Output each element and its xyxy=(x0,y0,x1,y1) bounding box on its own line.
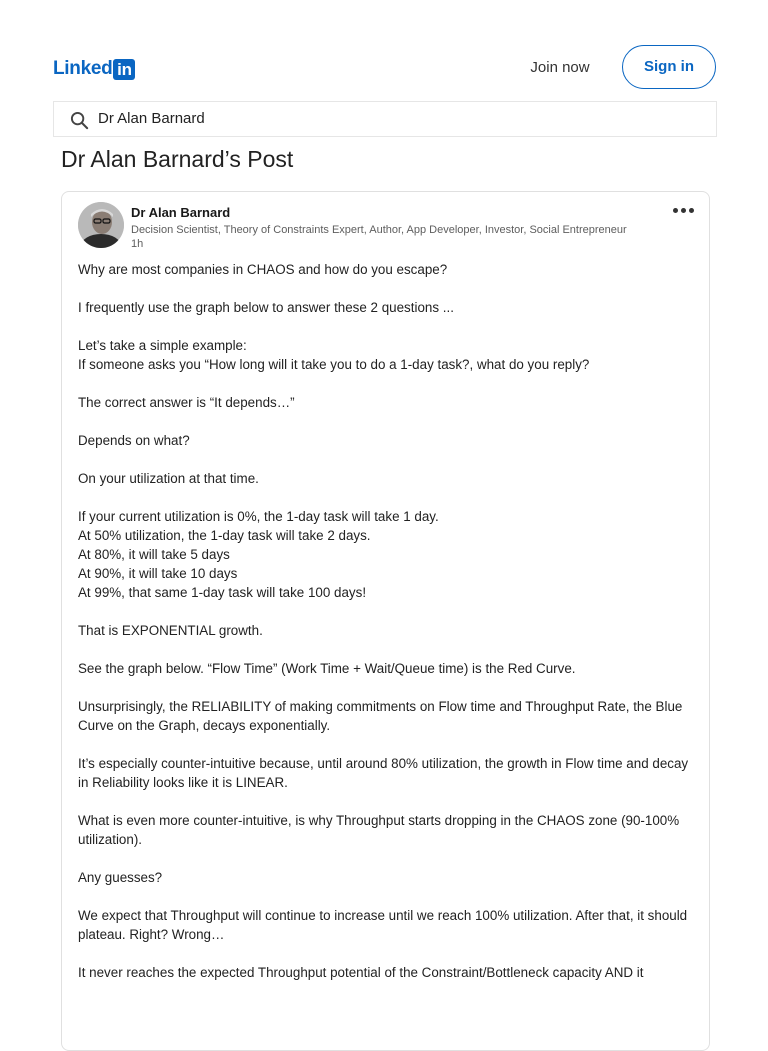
post-paragraph xyxy=(78,431,700,450)
linkedin-logo[interactable] xyxy=(53,58,135,80)
post-line: That is EXPONENTIAL growth. xyxy=(78,623,263,638)
post-line: Let’s take a simple example: xyxy=(78,338,247,353)
post-line: At 99%, that same 1-day task will take 100 days! xyxy=(78,585,367,600)
post-paragraph xyxy=(78,868,700,887)
post-paragraph xyxy=(78,393,700,412)
post-line: I frequently use the graph below to answer these 2 questions ... xyxy=(78,300,454,315)
post-paragraph xyxy=(78,507,700,602)
search-input[interactable]: Dr Alan Barnard xyxy=(98,110,205,127)
sign-in-button[interactable]: Sign in xyxy=(622,45,716,89)
post-paragraph xyxy=(78,659,700,678)
post-paragraph xyxy=(78,754,700,792)
avatar-photo xyxy=(78,202,124,248)
logo-text: Linked xyxy=(53,58,113,79)
post-line: On your utilization at that time. xyxy=(78,471,259,486)
post-line: It’s especially counter-intuitive because, until around 80% utilization, the growth in Flow time and decay in Reliability looks like it is LINEAR. xyxy=(78,756,689,790)
post-line: At 80%, it will take 5 days xyxy=(78,547,230,562)
post-line: We expect that Throughput will continue to increase until we reach 100% utilization. After that, it should plateau. Right? Wrong… xyxy=(78,908,688,942)
post-body xyxy=(78,260,700,1001)
post-line: It never reaches the expected Throughput potential of the Constraint/Bottleneck capacity AND it xyxy=(78,965,644,980)
post-line: Depends on what? xyxy=(78,433,190,448)
post-paragraph xyxy=(78,336,700,374)
post-line: Unsurprisingly, the RELIABILITY of making commitments on Flow time and Throughput Rate, the Blue Curve on the Graph, decays exponentially. xyxy=(78,699,683,733)
more-options-icon[interactable] xyxy=(672,202,698,218)
post-paragraph xyxy=(78,697,700,735)
post-paragraph xyxy=(78,906,700,944)
post-card xyxy=(61,191,710,1051)
post-line: Why are most companies in CHAOS and how do you escape? xyxy=(78,262,448,277)
post-line: The correct answer is “It depends…” xyxy=(78,395,295,410)
avatar[interactable] xyxy=(78,202,124,248)
post-line: What is even more counter-intuitive, is why Throughput starts dropping in the CHAOS zone (90-100% utilization). xyxy=(78,813,680,847)
post-paragraph xyxy=(78,298,700,317)
search-bar[interactable] xyxy=(53,101,717,137)
post-line: See the graph below. “Flow Time” (Work Time + Wait/Queue time) is the Red Curve. xyxy=(78,661,576,676)
post-line: Any guesses? xyxy=(78,870,163,885)
join-now-link[interactable]: Join now xyxy=(530,59,590,76)
post-paragraph xyxy=(78,963,700,982)
search-icon xyxy=(70,111,89,130)
post-paragraph xyxy=(78,469,700,488)
post-paragraph xyxy=(78,811,700,849)
post-author-headline: Decision Scientist, Theory of Constraints Expert, Author, App Developer, Investor, Social Entrepreneur xyxy=(131,224,627,236)
post-line: If your current utilization is 0%, the 1-day task will take 1 day. xyxy=(78,509,439,524)
post-line: If someone asks you “How long will it take you to do a 1-day task?, what do you reply? xyxy=(78,357,590,372)
post-paragraph xyxy=(78,621,700,640)
top-bar xyxy=(0,0,768,100)
post-timestamp: 1h xyxy=(131,238,144,250)
post-line: At 50% utilization, the 1-day task will take 2 days. xyxy=(78,528,371,543)
page-title: Dr Alan Barnard’s Post xyxy=(61,146,294,172)
post-author-name[interactable]: Dr Alan Barnard xyxy=(131,205,231,220)
post-line: At 90%, it will take 10 days xyxy=(78,566,238,581)
post-paragraph xyxy=(78,260,700,279)
logo-in-box: in xyxy=(113,59,135,80)
